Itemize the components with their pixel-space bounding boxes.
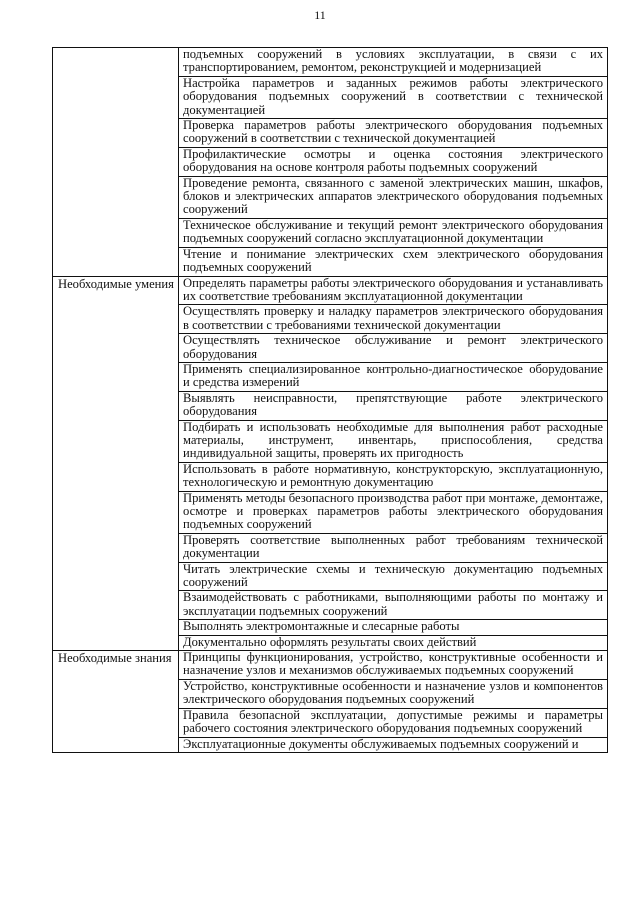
table-cell: Эксплуатационные документы обслуживаемых подъемных сооружений и: [179, 737, 608, 752]
table-cell: Правила безопасной эксплуатации, допустимые режимы и параметры рабочего состояния электрического оборудования подъемных сооружений: [179, 708, 608, 737]
table-cell: Осуществлять проверку и наладку параметров электрического оборудования в соответствии с требованиями технической документации: [179, 305, 608, 334]
table-row: [53, 48, 608, 77]
table-cell: Применять специализированное контрольно-диагностическое оборудование и средства измерений: [179, 362, 608, 391]
table-cell: подъемных сооружений в условиях эксплуатации, в связи с их транспортированием, ремонтом, реконструкцией и модернизацией: [179, 48, 608, 77]
table-row: [53, 651, 608, 680]
table-cell: Принципы функционирования, устройство, конструктивные особенности и назначение узлов и механизмов обслуживаемых подъемных сооружений: [179, 651, 608, 680]
table-cell: Взаимодействовать с работниками, выполняющими работы по монтажу и эксплуатации подъемных сооружений: [179, 591, 608, 620]
table-cell: Использовать в работе нормативную, конструкторскую, эксплуатационную, технологическую и ремонтную документацию: [179, 462, 608, 491]
table-row: [53, 276, 608, 305]
table-cell: Читать электрические схемы и техническую документацию подъемных сооружений: [179, 562, 608, 591]
table-cell: Устройство, конструктивные особенности и назначение узлов и компонентов электрического оборудования подъемных сооружений: [179, 679, 608, 708]
section-label: Необходимые умения: [53, 276, 179, 651]
table-cell: Определять параметры работы электрического оборудования и устанавливать их соответствие требованиям эксплуатационной документации: [179, 276, 608, 305]
table-cell: Выявлять неисправности, препятствующие работе электрического оборудования: [179, 391, 608, 420]
requirements-table: [52, 47, 608, 753]
table-cell: Профилактические осмотры и оценка состояния электрического оборудования на основе контроля работы подъемных сооружений: [179, 147, 608, 176]
section-label: [53, 48, 179, 277]
table-cell: Чтение и понимание электрических схем электрического оборудования подъемных сооружений: [179, 247, 608, 276]
table-cell: Осуществлять техническое обслуживание и ремонт электрического оборудования: [179, 334, 608, 363]
table-cell: Применять методы безопасного производства работ при монтаже, демонтаже, осмотре и проверках параметров работы электрического оборудования подъемных сооружений: [179, 491, 608, 533]
table-cell: Документально оформлять результаты своих действий: [179, 635, 608, 650]
table-cell: Техническое обслуживание и текущий ремонт электрического оборудования подъемных сооружений согласно эксплуатационной документации: [179, 218, 608, 247]
section-label: Необходимые знания: [53, 651, 179, 753]
table-cell: Проведение ремонта, связанного с заменой электрических машин, шкафов, блоков и электрических аппаратов электрического оборудования подъемных сооружений: [179, 176, 608, 218]
table-cell: Проверка параметров работы электрического оборудования подъемных сооружений в соответствии с технической документацией: [179, 119, 608, 148]
table-cell: Проверять соответствие выполненных работ требованиям технической документации: [179, 533, 608, 562]
table-cell: Подбирать и использовать необходимые для выполнения работ расходные материалы, инструмент, инвентарь, приспособления, средства индивидуальной защиты, проверять их пригодность: [179, 420, 608, 462]
table-cell: Настройка параметров и заданных режимов работы электрического оборудования подъемных сооружений в соответствии с технической документацией: [179, 76, 608, 118]
table-cell: Выполнять электромонтажные и слесарные работы: [179, 620, 608, 635]
page-number: 11: [314, 8, 326, 22]
